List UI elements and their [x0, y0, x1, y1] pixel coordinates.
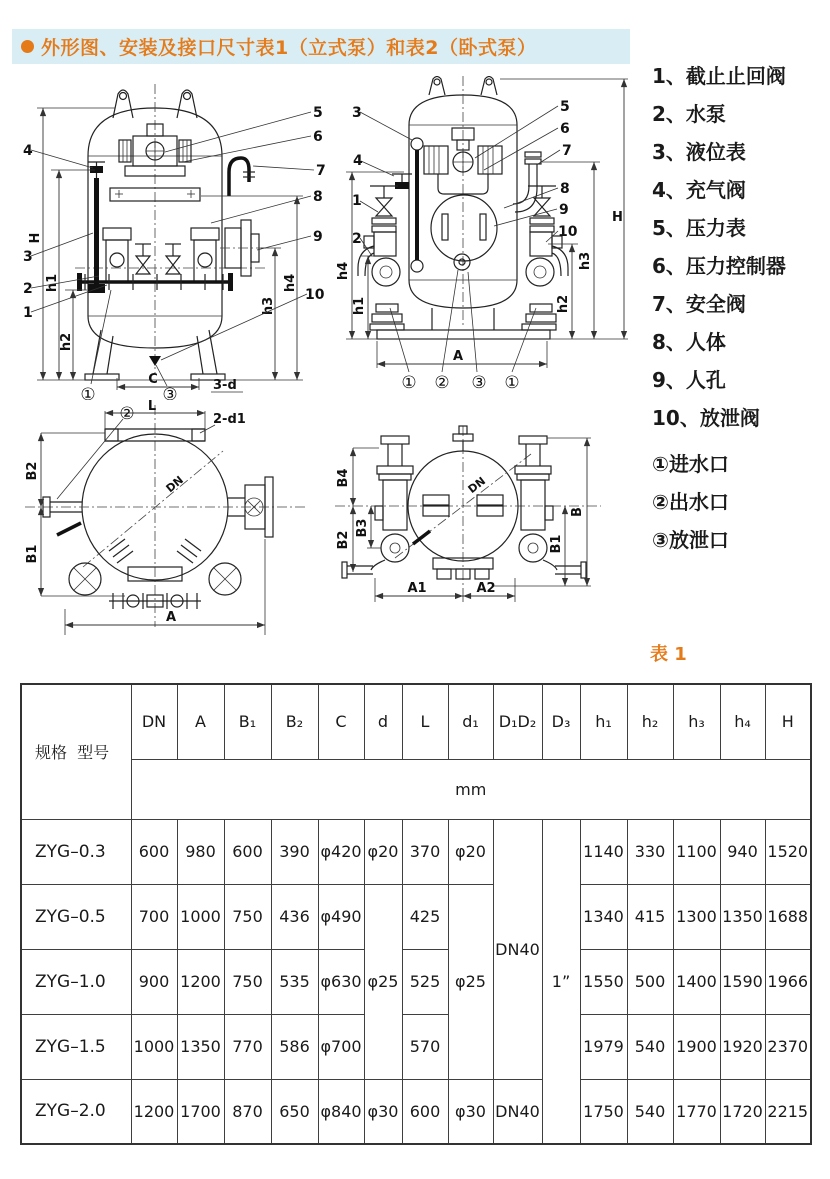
table-cell: 770 — [224, 1014, 271, 1079]
top-view-left-drawing — [25, 399, 335, 642]
legend-ports — [652, 452, 827, 552]
dimension-lines — [353, 438, 591, 602]
right-pump-column — [515, 436, 586, 578]
table-cell: 600 — [402, 1079, 448, 1144]
bullet-icon — [21, 40, 34, 53]
legend-item: 10、放泄阀 — [652, 406, 760, 430]
table-cell: 1350 — [177, 1014, 224, 1079]
table-cell: 1688 — [765, 884, 811, 949]
col-header: h₃ — [673, 684, 720, 759]
table-cell: 370 — [402, 819, 448, 884]
svg-text:H: H — [28, 232, 43, 244]
svg-text:B3: B3 — [355, 518, 370, 538]
callout-numbers — [352, 99, 578, 393]
model-cell: ZYG–0.5 — [21, 884, 131, 949]
table-cell: 540 — [627, 1014, 673, 1079]
front-view-right-drawing — [332, 76, 642, 406]
table-cell-merged: φ25 — [364, 884, 402, 1079]
col-header: D₃ — [542, 684, 580, 759]
legend-port-item: ①进水口 — [652, 452, 729, 476]
table-row — [21, 949, 811, 1014]
table-cell: 1400 — [673, 949, 720, 1014]
table-cell: DN40 — [493, 1079, 542, 1144]
section-title: 外形图、安装及接口尺寸表1（立式泵）和表2（卧式泵） — [41, 37, 537, 59]
dimension-labels — [336, 469, 585, 596]
svg-text:10: 10 — [305, 287, 325, 303]
col-header: A — [177, 684, 224, 759]
table-cell: 1979 — [580, 1014, 627, 1079]
port-marker: ② — [434, 373, 450, 393]
table-cell: 1300 — [673, 884, 720, 949]
table-row — [21, 1079, 811, 1144]
table-cell: 650 — [271, 1079, 318, 1144]
col-header: L — [402, 684, 448, 759]
svg-text:2: 2 — [352, 231, 362, 247]
table-cell: 1350 — [720, 884, 765, 949]
table-cell: 1920 — [720, 1014, 765, 1079]
table-cell-merged: φ25 — [448, 884, 493, 1079]
table-cell: 1700 — [177, 1079, 224, 1144]
table-cell: 570 — [402, 1014, 448, 1079]
svg-text:4: 4 — [353, 153, 363, 169]
table-cell: φ840 — [318, 1079, 364, 1144]
table-cell: 600 — [131, 819, 177, 884]
table-cell: φ490 — [318, 884, 364, 949]
legend-item: 6、压力控制器 — [652, 254, 786, 278]
svg-text:B1: B1 — [549, 534, 564, 554]
table-cell: φ30 — [448, 1079, 493, 1144]
table-cell: 330 — [627, 819, 673, 884]
port-marker: ① — [80, 385, 96, 400]
table-cell: 535 — [271, 949, 318, 1014]
col-header: DN — [131, 684, 177, 759]
col-header: d — [364, 684, 402, 759]
svg-text:1: 1 — [352, 193, 362, 209]
legend-item: 7、安全阀 — [652, 292, 746, 316]
col-header: h₄ — [720, 684, 765, 759]
svg-text:B4: B4 — [336, 468, 351, 488]
table-cell: 1550 — [580, 949, 627, 1014]
svg-text:3-d: 3-d — [213, 378, 237, 393]
legend-item: 8、人体 — [652, 330, 726, 354]
table-cell: 436 — [271, 884, 318, 949]
table-row — [21, 1014, 811, 1079]
col-header: h₁ — [580, 684, 627, 759]
section-header — [12, 29, 630, 64]
table-cell: 1900 — [673, 1014, 720, 1079]
svg-text:B2: B2 — [25, 461, 40, 481]
vessel-outline — [377, 76, 550, 339]
svg-text:h3: h3 — [578, 251, 593, 271]
table-cell: φ20 — [364, 819, 402, 884]
svg-text:7: 7 — [562, 143, 572, 159]
table-cell: 700 — [131, 884, 177, 949]
table-cell: 1100 — [673, 819, 720, 884]
col-header: C — [318, 684, 364, 759]
svg-text:h4: h4 — [336, 261, 351, 281]
dimension-labels — [28, 233, 298, 393]
svg-text:A: A — [165, 610, 177, 625]
table-cell: φ700 — [318, 1014, 364, 1079]
front-view-left-drawing — [15, 78, 340, 400]
table-cell: φ20 — [448, 819, 493, 884]
table-cell: 500 — [627, 949, 673, 1014]
table-cell: φ630 — [318, 949, 364, 1014]
col-header: D₁D₂ — [493, 684, 542, 759]
safety-valve-pipe — [229, 158, 255, 196]
svg-text:h1: h1 — [352, 296, 367, 316]
svg-text:A2: A2 — [476, 581, 496, 596]
svg-text:A1: A1 — [407, 581, 427, 596]
table-cell: 1000 — [131, 1014, 177, 1079]
dimension-table — [20, 683, 812, 1145]
svg-text:8: 8 — [560, 181, 570, 197]
model-cell: ZYG–1.5 — [21, 1014, 131, 1079]
spec-model-header: 规格 型号 — [21, 684, 131, 819]
table-cell: 1000 — [177, 884, 224, 949]
legend-item: 5、压力表 — [652, 216, 746, 240]
svg-text:h4: h4 — [283, 273, 298, 293]
legend-item: 2、水泵 — [652, 102, 726, 126]
legend-item: 1、截止止回阀 — [652, 64, 786, 88]
port-marker: ① — [504, 373, 520, 393]
table-cell: 2370 — [765, 1014, 811, 1079]
table-cell: 900 — [131, 949, 177, 1014]
table-cell: 425 — [402, 884, 448, 949]
table-cell: 1200 — [131, 1079, 177, 1144]
table-caption: 表 1 — [650, 644, 687, 665]
port-marker: ② — [652, 490, 669, 514]
legend-item: 9、人孔 — [652, 368, 726, 392]
port-marker: ① — [401, 373, 417, 393]
model-cell: ZYG–1.0 — [21, 949, 131, 1014]
svg-text:A: A — [452, 349, 464, 364]
table-cell: 600 — [224, 819, 271, 884]
svg-text:h1: h1 — [45, 273, 60, 293]
table-cell: 1340 — [580, 884, 627, 949]
table-cell-merged: DN40 — [493, 819, 542, 1079]
svg-text:C: C — [148, 372, 158, 387]
svg-text:6: 6 — [313, 129, 323, 145]
col-header: B₂ — [271, 684, 318, 759]
table-cell: 1750 — [580, 1079, 627, 1144]
table-cell: 750 — [224, 884, 271, 949]
table-cell: 2215 — [765, 1079, 811, 1144]
svg-text:B: B — [570, 507, 585, 517]
svg-text:3: 3 — [352, 105, 362, 121]
svg-text:h2: h2 — [59, 332, 74, 352]
svg-text:B1: B1 — [25, 544, 40, 564]
svg-text:5: 5 — [560, 99, 570, 115]
svg-text:5: 5 — [313, 105, 323, 121]
port-marker: ② — [119, 404, 135, 424]
svg-text:9: 9 — [313, 229, 323, 245]
table-row — [21, 819, 811, 884]
svg-text:8: 8 — [313, 189, 323, 205]
svg-text:6: 6 — [560, 121, 570, 137]
legend-item: 3、液位表 — [652, 140, 746, 164]
table-header-row — [21, 684, 811, 759]
svg-text:DN: DN — [163, 473, 186, 496]
table-cell: 1200 — [177, 949, 224, 1014]
legend-item: 4、充气阀 — [652, 178, 746, 202]
svg-text:2-d1: 2-d1 — [213, 412, 246, 427]
table-cell: 1770 — [673, 1079, 720, 1144]
table-cell: 1720 — [720, 1079, 765, 1144]
level-gauge — [411, 138, 423, 272]
col-header: H — [765, 684, 811, 759]
table-cell: 940 — [720, 819, 765, 884]
svg-text:9: 9 — [559, 202, 569, 218]
table-cell: 1140 — [580, 819, 627, 884]
model-cell: ZYG–2.0 — [21, 1079, 131, 1144]
legend-port-item: ③放泄口 — [652, 528, 729, 552]
table-cell: 1590 — [720, 949, 765, 1014]
legend-port-item: ②出水口 — [652, 490, 729, 514]
table-cell: 1966 — [765, 949, 811, 1014]
svg-text:4: 4 — [23, 143, 33, 159]
table-cell: 540 — [627, 1079, 673, 1144]
port-marker: ③ — [652, 528, 669, 552]
left-stub-flange — [43, 497, 82, 535]
svg-text:7: 7 — [316, 163, 326, 179]
port-marker: ③ — [162, 385, 178, 400]
table-cell: 1520 — [765, 819, 811, 884]
legend — [652, 64, 827, 566]
table-cell: 870 — [224, 1079, 271, 1144]
svg-text:h2: h2 — [556, 294, 571, 314]
svg-text:10: 10 — [558, 224, 578, 240]
table-cell: 390 — [271, 819, 318, 884]
table-cell: φ420 — [318, 819, 364, 884]
col-header: h₂ — [627, 684, 673, 759]
table-row — [21, 884, 811, 949]
table-cell: 750 — [224, 949, 271, 1014]
manhole-circle — [431, 195, 497, 270]
svg-text:2: 2 — [23, 281, 33, 297]
svg-text:L: L — [147, 399, 157, 414]
col-header: d₁ — [448, 684, 493, 759]
svg-text:h3: h3 — [261, 296, 276, 316]
table-cell: 980 — [177, 819, 224, 884]
svg-text:H: H — [612, 210, 623, 225]
table-cell: 415 — [627, 884, 673, 949]
port-marker: ③ — [471, 373, 487, 393]
model-cell: ZYG–0.3 — [21, 819, 131, 884]
svg-text:1: 1 — [23, 305, 33, 321]
svg-text:B2: B2 — [336, 530, 351, 550]
table-cell: 586 — [271, 1014, 318, 1079]
unit-row — [21, 759, 811, 819]
unit-cell: mm — [131, 759, 811, 819]
port-marker: ① — [652, 452, 669, 476]
col-header: B₁ — [224, 684, 271, 759]
table-cell-merged: 1” — [542, 819, 580, 1144]
svg-text:DN: DN — [465, 474, 489, 497]
svg-text:3: 3 — [23, 249, 33, 265]
top-view-right-drawing — [333, 418, 618, 643]
table-cell: φ30 — [364, 1079, 402, 1144]
table-cell: 525 — [402, 949, 448, 1014]
